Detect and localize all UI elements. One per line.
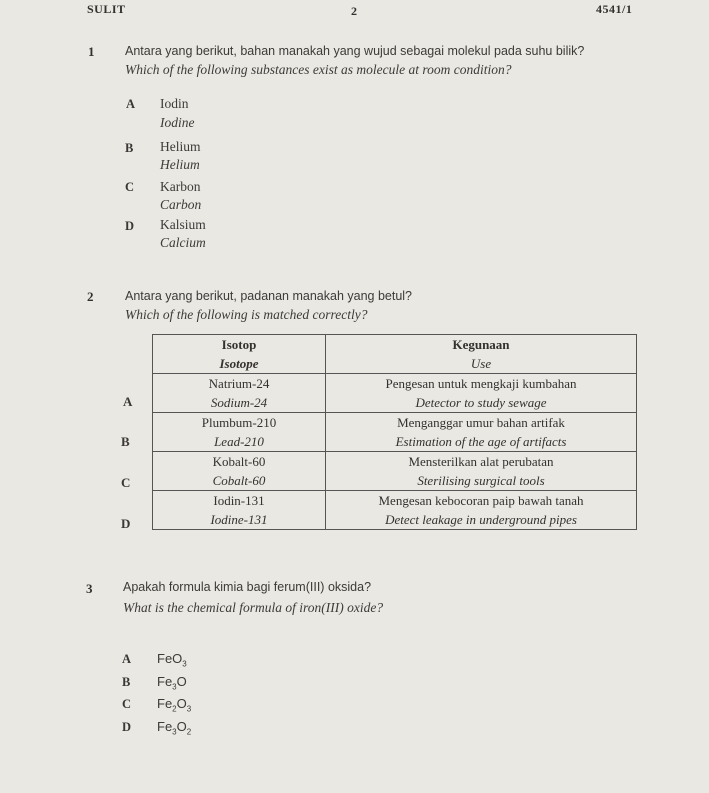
use-english: Estimation of the age of artifacts bbox=[395, 434, 567, 449]
use-malay: Mensterilkan alat perubatan bbox=[408, 454, 554, 469]
q1-option-c-letter[interactable]: C bbox=[125, 180, 135, 194]
q1-option-a-english: Iodine bbox=[160, 115, 195, 130]
col-isotope-english: Isotope bbox=[219, 356, 259, 371]
q2-row-d-letter[interactable]: D bbox=[121, 516, 131, 531]
q3-text-english: What is the chemical formula of iron(III) oxide? bbox=[123, 600, 384, 615]
table-row bbox=[153, 491, 637, 530]
paper-code: 4541/1 bbox=[596, 2, 633, 16]
q1-option-d-malay: Kalsium bbox=[160, 217, 206, 232]
col-isotope-malay: Isotop bbox=[221, 337, 257, 352]
q1-option-c-malay: Karbon bbox=[160, 179, 201, 194]
q3-option-c-letter[interactable]: C bbox=[122, 697, 132, 711]
table-header-row bbox=[153, 335, 637, 374]
q1-option-c-english: Carbon bbox=[160, 197, 202, 212]
table-row bbox=[153, 452, 637, 491]
q1-option-a-malay: Iodin bbox=[160, 96, 189, 111]
isotope-malay: Kobalt-60 bbox=[212, 454, 266, 469]
q3-text-malay: Apakah formula kimia bagi ferum(III) oksida? bbox=[123, 580, 372, 594]
use-english: Detector to study sewage bbox=[415, 395, 547, 410]
table-row bbox=[153, 374, 637, 413]
isotope-english: Cobalt-60 bbox=[212, 473, 266, 488]
page-number: 2 bbox=[351, 4, 358, 18]
q3-number: 3 bbox=[86, 581, 93, 596]
table-row bbox=[153, 413, 637, 452]
q1-option-d-english: Calcium bbox=[160, 235, 206, 250]
isotope-malay: Plumbum-210 bbox=[201, 415, 277, 430]
q2-text-english: Which of the following is matched correctly? bbox=[125, 307, 368, 322]
use-malay: Pengesan untuk mengkaji kumbahan bbox=[385, 376, 577, 391]
q2-number: 2 bbox=[87, 289, 94, 304]
q3-option-b-letter[interactable]: B bbox=[122, 675, 131, 689]
q1-option-b-letter[interactable]: B bbox=[125, 141, 134, 155]
q1-text-english: Which of the following substances exist as molecule at room condition? bbox=[125, 62, 512, 77]
col-use-malay: Kegunaan bbox=[452, 337, 510, 352]
q3-option-b-formula: $Fe_3O$ bbox=[157, 674, 187, 692]
use-english: Detect leakage in underground pipes bbox=[385, 512, 577, 527]
isotope-malay: Natrium-24 bbox=[208, 376, 270, 391]
use-malay: Menganggar umur bahan artifak bbox=[397, 415, 565, 430]
isotope-use-table bbox=[152, 334, 637, 530]
q1-text-malay: Antara yang berikut, bahan manakah yang wujud sebagai molekul pada suhu bilik? bbox=[125, 44, 585, 58]
use-english: Sterilising surgical tools bbox=[417, 473, 545, 488]
isotope-malay: Iodin-131 bbox=[213, 493, 265, 508]
col-use-english: Use bbox=[470, 356, 492, 371]
q2-text-malay: Antara yang berikut, padanan manakah yang betul? bbox=[125, 289, 413, 303]
q1-option-d-letter[interactable]: D bbox=[125, 219, 135, 233]
header-sulit: SULIT bbox=[87, 2, 126, 16]
q1-option-b-malay: Helium bbox=[160, 139, 201, 154]
q2-row-c-letter[interactable]: C bbox=[121, 475, 131, 490]
q2-row-b-letter[interactable]: B bbox=[121, 434, 130, 449]
q1-option-b-english: Helium bbox=[160, 157, 200, 172]
col-use-header bbox=[326, 335, 637, 374]
q3-option-d-formula: $Fe_3O_2$ bbox=[157, 719, 192, 737]
isotope-english: Iodine-131 bbox=[210, 512, 268, 527]
q1-option-a-letter[interactable]: A bbox=[126, 97, 136, 111]
isotope-english: Lead-210 bbox=[214, 434, 264, 449]
isotope-english: Sodium-24 bbox=[210, 395, 268, 410]
q1-number: 1 bbox=[88, 44, 95, 59]
q3-option-a-formula: FeO$_3$ bbox=[157, 651, 187, 669]
use-malay: Mengesan kebocoran paip bawah tanah bbox=[378, 493, 584, 508]
q3-option-a-letter[interactable]: A bbox=[122, 652, 132, 666]
col-isotope-header bbox=[153, 335, 326, 374]
q2-row-a-letter[interactable]: A bbox=[123, 394, 133, 409]
q3-option-c-formula: $Fe_2O_3$ bbox=[157, 696, 192, 714]
q3-option-d-letter[interactable]: D bbox=[122, 720, 132, 734]
